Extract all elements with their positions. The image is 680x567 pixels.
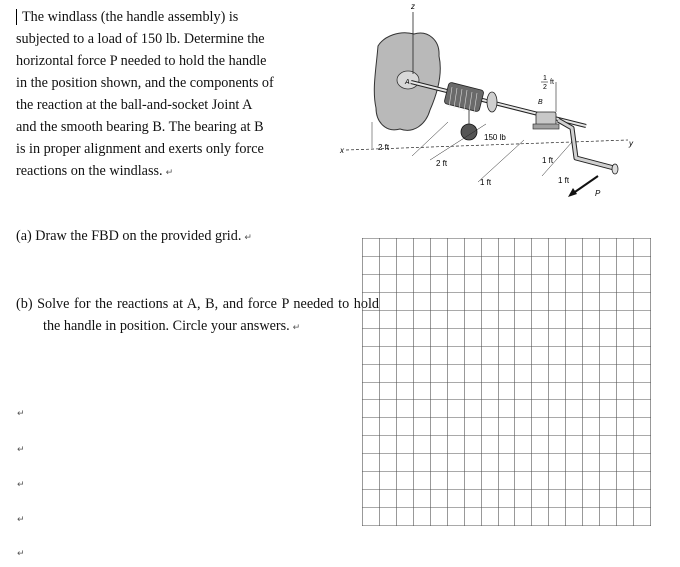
problem-line: and the smooth bearing B. The bearing at B	[16, 119, 264, 135]
problem-line: in the position shown, and the components of	[16, 75, 274, 91]
dim-half-unit: ft	[550, 79, 554, 86]
fbd-grid[interactable]	[362, 238, 651, 526]
text-cursor	[16, 9, 17, 25]
label-b: B	[538, 99, 543, 106]
load-label: 150 lb	[484, 133, 506, 142]
part-a-instruction: (a) Draw the FBD on the provided grid. ↵	[16, 228, 252, 244]
problem-line: the reaction at the ball-and-socket Joint A	[16, 97, 253, 113]
label-p: P	[595, 189, 601, 198]
y-axis-label: y	[629, 139, 633, 148]
problem-line: subjected to a load of 150 lb. Determine the	[16, 31, 265, 47]
rope-drum	[444, 82, 484, 112]
dim-2ft-b: 2 ft	[436, 159, 448, 168]
return-mark: ↵	[17, 409, 25, 419]
shaft-collar	[487, 92, 497, 112]
return-mark: ↵	[292, 323, 301, 333]
bearing-base	[533, 124, 559, 129]
x-axis-label: x	[340, 146, 344, 155]
force-p-arrowhead	[568, 188, 577, 197]
return-mark: ↵	[17, 445, 25, 455]
handle-grip	[612, 164, 618, 174]
return-mark: ↵	[17, 480, 25, 490]
dim-half-num: 1	[543, 75, 547, 82]
hanging-weight	[461, 124, 477, 140]
dim-half-den: 2	[543, 84, 547, 91]
problem-line: is in proper alignment and exerts only force	[16, 141, 264, 157]
return-mark: ↵	[17, 515, 25, 525]
dim-1ft-a: 1 ft	[480, 178, 492, 187]
label-a: A	[405, 79, 410, 86]
return-mark: ↵	[165, 168, 174, 178]
return-mark: ↵	[17, 549, 25, 559]
dim-1ft-c: 1 ft	[558, 176, 570, 185]
grid-lines	[362, 238, 651, 526]
dim-2ft-a: 2 ft	[378, 143, 390, 152]
part-b-instruction: (b) Solve for the reactions at A, B, and force P needed to hold the handle in position. Circle your answers. ↵	[16, 296, 379, 334]
problem-line: horizontal force P needed to hold the handle	[16, 53, 267, 69]
problem-line: The windlass (the handle assembly) is	[16, 6, 316, 28]
problem-line: reactions on the windlass. ↵	[16, 163, 174, 179]
dim-1ft-b: 1 ft	[542, 156, 554, 165]
problem-statement	[16, 6, 316, 184]
windlass-figure	[336, 0, 680, 225]
z-axis-label: z	[411, 2, 415, 11]
return-mark: ↵	[244, 233, 252, 243]
